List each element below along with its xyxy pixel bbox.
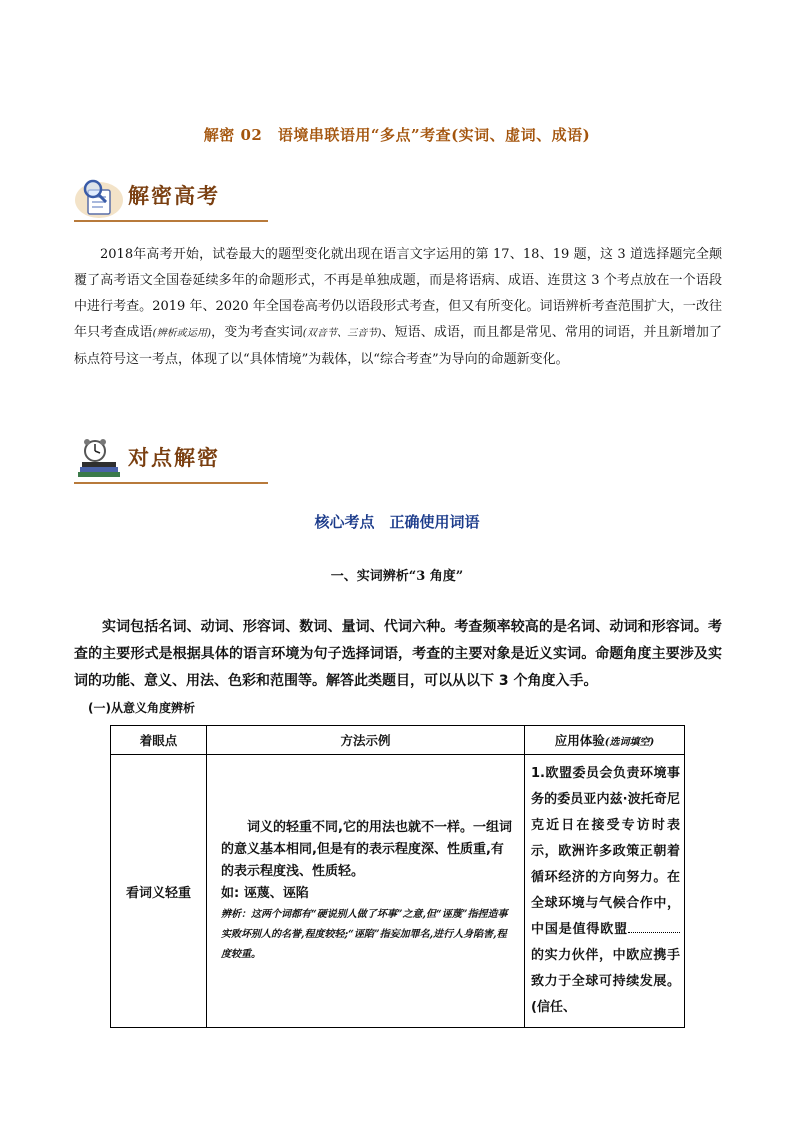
table-header-row	[111, 726, 685, 755]
header-focus: 着眼点	[111, 726, 207, 755]
document-title: 解密 02 语境串联语用“多点”考查(实词、虚词、成语)	[203, 126, 591, 144]
method-definition: 词义的轻重不同,它的用法也就不一样。一组词的意义基本相同,但是有的表示程度深、性质重,有的表示程度浅、性质轻。	[221, 820, 512, 879]
banner-label: 对点解密	[128, 446, 220, 470]
body-paragraph: 实词包括名词、动词、形容词、数词、量词、代词六种。考查频率较高的是名词、动词和形容词。考查的主要形式是根据具体的语言环境为句子选择词语，考查的主要对象是近义实词。命题角度主要涉及实词的功能、意义、用法、色彩和范围等。解答此类题目，可以从以下 3 个角度入手。	[74, 619, 722, 689]
practice-text-after: 的实力伙伴，中欧应携手致力于全球可持续发展。(信任、	[531, 948, 680, 1015]
header-practice-label: 应用体验	[554, 733, 605, 748]
banner-underline	[74, 482, 268, 484]
intro-note-2: (双音节、三音节)	[302, 328, 382, 339]
table-row	[111, 755, 685, 1028]
banner-exam-decode	[74, 176, 268, 222]
method-table	[110, 725, 685, 1028]
core-topic-title: 核心考点 正确使用词语	[314, 513, 480, 531]
cell-method	[207, 755, 525, 1028]
intro-note-1: (辨析或运用)	[152, 328, 211, 339]
intro-text-3: 、短语、成语，而且都是常见、常用的词语，并且新增加了标点符号这一考点，体现了以“具体情境”为载体，以“综合考查”为导向的命题新变化。	[74, 325, 722, 367]
section-heading: 一、实词辨析“3 角度”	[330, 569, 464, 584]
intro-paragraph	[74, 242, 722, 373]
method-analysis: 辨析：这两个词都有“硬说别人做了坏事”之意,但“诬蔑”指捏造事实败坏别人的名誉,程度较轻;“诬陷”指妄加罪名,进行人身陷害,程度较重。	[221, 909, 508, 960]
banner-targeted-decode	[74, 438, 268, 484]
header-practice-note: (选词填空)	[604, 737, 655, 748]
banner-label: 解密高考	[128, 184, 220, 208]
cell-practice	[525, 755, 685, 1028]
fill-in-blank[interactable]	[628, 918, 680, 933]
intro-text-2: ，变为考查实词	[211, 325, 303, 340]
header-method: 方法示例	[207, 726, 525, 755]
intro-text-1: 2018年高考开始，试卷最大的题型变化就出现在语言文字运用的第 17、18、19 题，这 3 道选择题完全颠覆了高考语文全国卷延续多年的命题形式，不再是单独成题，而是将语病、成语、连贯这 3 个考点放在一个语段中进行考查。2019 年、2020 年全国卷高考仍以语段形式考查，但又有所变化。词语辨析考查范围扩大，一改往年只考查成语	[74, 247, 722, 340]
subsection-label: (一)从意义角度辨析	[88, 701, 195, 715]
method-example: 如: 诬蔑、诬陷	[221, 886, 309, 901]
header-practice	[525, 726, 685, 755]
banner-underline	[74, 220, 268, 222]
cell-focus: 看词义轻重	[111, 755, 207, 1028]
magnifier-notepad-icon	[74, 176, 124, 220]
alarm-clock-books-icon	[74, 438, 124, 482]
practice-text-before: 1.欧盟委员会负责环境事务的委员亚内兹·波托奇尼克近日在接受专访时表示，欧洲许多政策正朝着循环经济的方向努力。在全球环境与气候合作中，中国是值得欧盟	[531, 766, 680, 937]
